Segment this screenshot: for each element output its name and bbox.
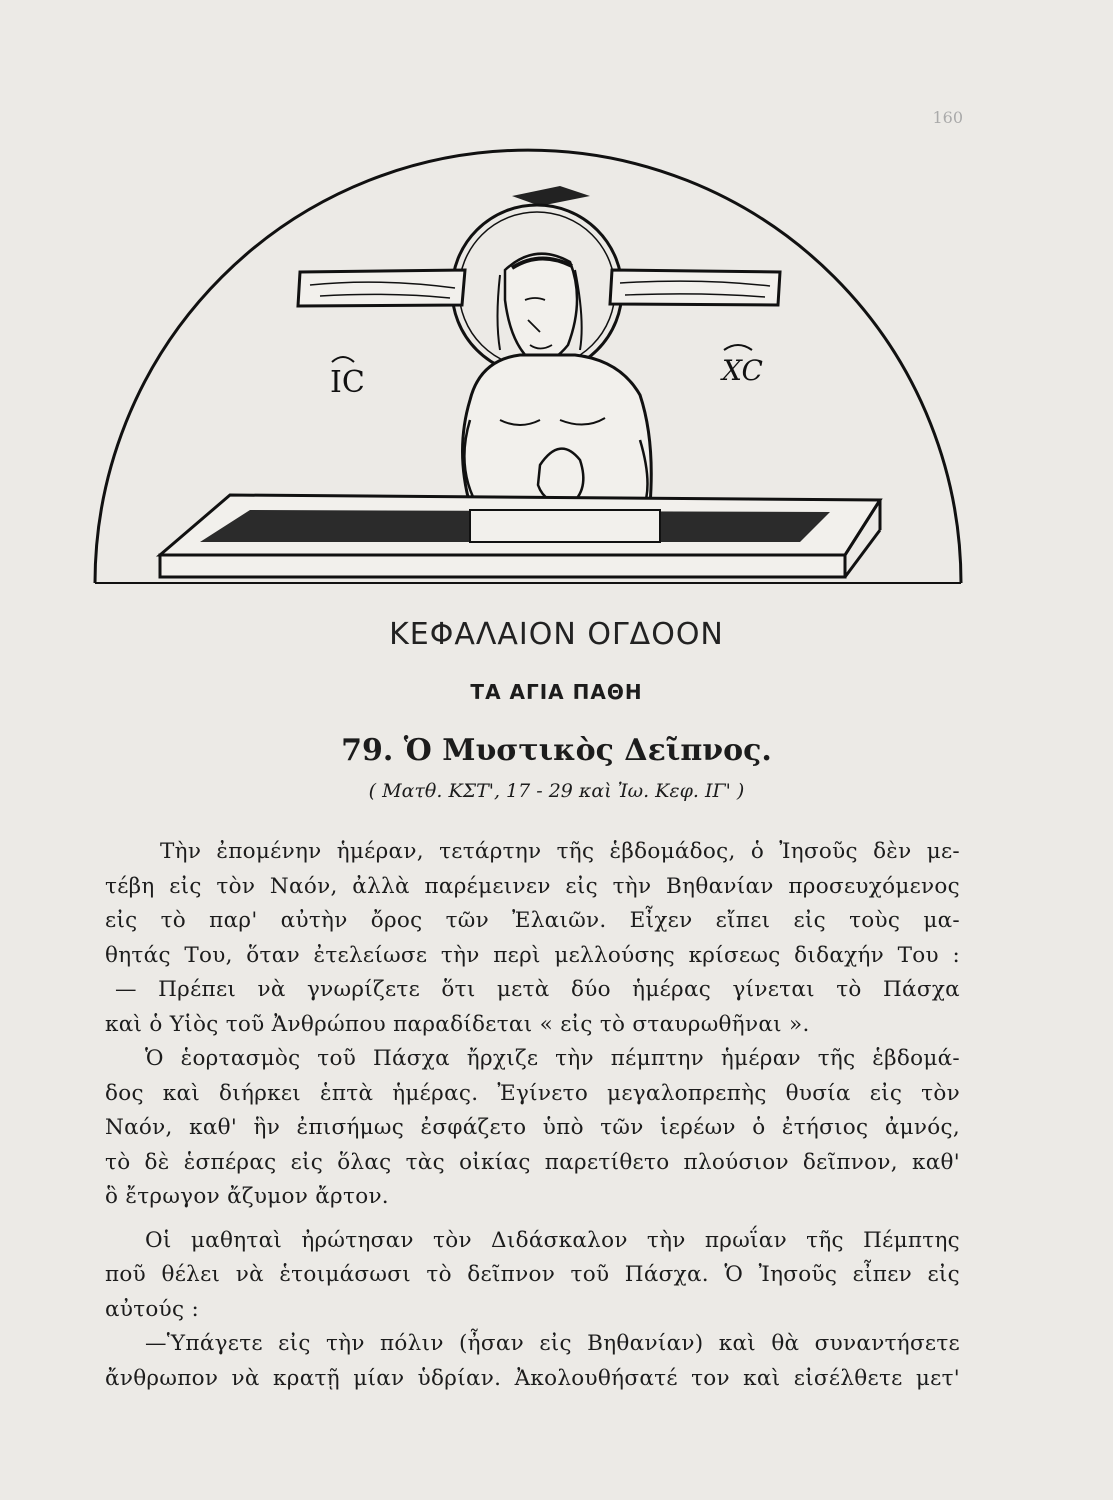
- section-references: ( Ματθ. ΚΣΤ', 17 - 29 καὶ Ἰω. Κεφ. ΙΓ' ): [368, 780, 745, 802]
- part-title: ΤΑ ΑΓΙΑ ΠΑΘΗ: [470, 680, 643, 704]
- chapter-title: ΚΕΦΑΛΑΙΟΝ ΟΓΔΟΟΝ: [389, 617, 724, 652]
- text-line: αὐτούς :: [105, 1296, 200, 1322]
- christ-head: [498, 254, 582, 362]
- text-line: ἄνθρωπον νὰ κρατῇ μίαν ὑδρίαν. Ἀκολουθήσατέ τον καὶ εἰσέλθετε μετ': [105, 1365, 960, 1391]
- icon-illustration: [0, 0, 1113, 600]
- inscription-ic: IC: [330, 365, 365, 400]
- tomb: [160, 495, 880, 577]
- text-line: δος καὶ διήρκει ἑπτὰ ἡμέρας. Ἐγίνετο μεγαλοπρεπὴς θυσία εἰς τὸν: [105, 1080, 960, 1106]
- text-line: τὸ δὲ ἑσπέρας εἰς ὅλας τὰς οἰκίας παρετίθετο πλούσιον δεῖπνον, καθ': [105, 1149, 960, 1175]
- body-text: [105, 835, 960, 1396]
- text-line: Τὴν ἐπομένην ἡμέραν, τετάρτην τῆς ἑβδομάδος, ὁ Ἰησοῦς δὲν με-: [160, 839, 960, 864]
- text-line: εἰς τὸ παρ' αὐτὴν ὄρος τῶν Ἐλαιῶν. Εἶχεν εἴπει εἰς τοὺς μα-: [105, 908, 960, 933]
- text-line: καὶ ὁ Υἱὸς τοῦ Ἀνθρώπου παραδίδεται « εἰς τὸ σταυρωθῆναι ».: [105, 1011, 810, 1037]
- page-number: 160: [932, 108, 963, 127]
- text-line: —Ὑπάγετε εἰς τὴν πόλιν (ἦσαν εἰς Βηθανίαν) καὶ θὰ συναντήσετε: [145, 1331, 960, 1356]
- text-line: τέβη εἰς τὸν Ναόν, ἀλλὰ παρέμεινεν εἰς τὴν Βηθανίαν προσευχόμενος: [105, 873, 960, 899]
- text-line: Ὁ ἑορτασμὸς τοῦ Πάσχα ἤρχιζε τὴν πέμπτην ἡμέραν τῆς ἑβδομά-: [145, 1046, 960, 1071]
- text-line: — Πρέπει νὰ γνωρίζετε ὅτι μετὰ δύο ἡμέρας γίνεται τὸ Πάσχα: [115, 977, 960, 1002]
- cross-plaque: [512, 186, 590, 206]
- text-line: Ναόν, καθ' ἣν ἐπισήμως ἐσφάζετο ὑπὸ τῶν ἱερέων ὁ ἐτήσιος ἀμνός,: [105, 1115, 960, 1140]
- section-title: 79. Ὁ Μυστικὸς Δεῖπνος.: [341, 733, 772, 768]
- text-line: θητάς Του, ὅταν ἐτελείωσε τὴν περὶ μελλούσης κρίσεως διδαχήν Του :: [105, 942, 960, 968]
- text-line: ὃ ἔτρωγον ἄζυμον ἄρτον.: [105, 1184, 389, 1209]
- inscription-xc: XC: [722, 354, 763, 387]
- christ-torso: [463, 355, 652, 519]
- text-line: ποῦ θέλει νὰ ἑτοιμάσωσι τὸ δεῖπνον τοῦ Πάσχα. Ὁ Ἰησοῦς εἶπεν εἰς: [105, 1262, 960, 1287]
- text-line: Οἱ μαθηταὶ ἠρώτησαν τὸν Διδάσκαλον τὴν πρωΐαν τῆς Πέμπτης: [145, 1227, 960, 1253]
